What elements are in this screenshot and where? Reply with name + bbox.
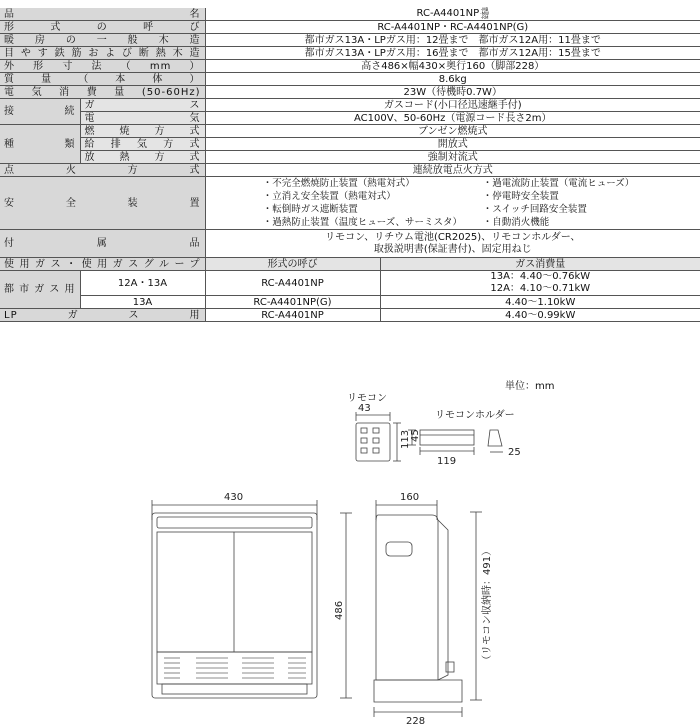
dim-remote-width: 43 [358,403,371,414]
row-heating [0,34,700,47]
label-lp-gas: LPガス用 [0,309,205,322]
row-type-heat [0,151,700,164]
row-name [0,8,700,21]
spec-table [0,8,700,322]
label-dims: 外形寸法（mm） [0,60,205,73]
value-mass: 8.6kg [205,73,700,86]
suffix-mw: -MW [480,11,489,16]
accessories-line1: リモコン、リチウム電池(CR2025)、リモコンホルダー、 [325,231,581,243]
heater-foot-drawing [374,680,462,702]
value-exh: 開放式 [205,138,700,151]
label-gas-group: 使用ガス・使用ガスグループ [0,258,205,271]
header-consumption: ガス消費量 [380,258,700,271]
model-13a: RC-A4401NP(G) [205,296,380,309]
safety-item: ・スイッチ回路安全装置 [482,204,587,215]
row-ignition [0,164,700,177]
row-model [0,21,700,34]
dim-body-width: 430 [224,492,244,503]
heater-side-drawing [376,515,438,680]
label-comb: 燃焼方式 [80,125,205,138]
row-lp [0,309,700,322]
label-model: 形式の呼び [0,21,205,34]
label-power: 電気消費量(50-60Hz) [0,86,205,99]
row-accessories [0,230,700,258]
value-guide: 都市ガス13A・LPガス用：16畳まで 都市ガス12A用：15畳まで [205,47,700,60]
value-heat: 強制対流式 [205,151,700,164]
row-city-1 [0,271,700,296]
model-12a-13a: RC-A4401NP [205,271,380,296]
unit-label: 単位：mm [505,381,555,392]
dim-remote-stored: （リモコン収納時：491） [482,545,493,665]
row-gas-header [0,258,700,271]
row-guide [0,47,700,60]
label-name: 品名 [0,8,205,21]
dim-foot-depth: 228 [406,716,426,726]
row-conn-elec [0,112,700,125]
safety-item: ・転倒時ガス遮断装置 [262,204,358,215]
safety-item: ・過電流防止装置（電流ヒューズ） [482,178,635,189]
safety-list [210,177,697,229]
safety-item: ・立消え安全装置（熱電対式） [262,191,396,202]
accessories-line2: 取扱説明書(保証書付)、固定用ねじ [373,243,532,255]
row-type-exh [0,138,700,151]
value-ignition: 連続放電点火方式 [205,164,700,177]
dim-body-depth: 160 [400,492,420,503]
label-exh: 給排気方式 [80,138,205,151]
holder-drawing [420,430,474,445]
dim-body-height: 486 [334,600,345,620]
remote-label: リモコン [347,393,387,404]
row-type-comb [0,125,700,138]
dim-remote-height: 113 [400,429,411,449]
safety-item: ・過熱防止装置（温度ヒューズ、サーミスタ） [262,217,463,228]
row-power [0,86,700,99]
value-model: RC-A4401NP・RC-A4401NP(G) [205,21,700,34]
value-name: RC-A4401NP [416,8,480,19]
suffix-mb: -MB [480,7,489,12]
label-city-gas: 都市ガス用 [0,271,80,309]
row-conn-gas [0,99,700,112]
row-dims [0,60,700,73]
dim-holder-height: 45 [410,429,421,442]
label-heating: 暖房の一般木造 [0,34,205,47]
value-comb: ブンゼン燃焼式 [205,125,700,138]
label-type: 種類 [0,125,80,164]
consumption-lp: 4.40～0.99kW [380,309,700,322]
label-accessories: 付属品 [0,230,205,258]
suffix-rm: -RM [480,15,489,20]
value-conn-gas: ガスコード(小口径迅速継手付) [205,99,700,112]
value-heating: 都市ガス13A・LPガス用：12畳まで 都市ガス12A用：11畳まで [205,34,700,47]
row-safety [0,177,700,230]
value-power: 23W（待機時0.7W） [205,86,700,99]
row-city-2 [0,296,700,309]
safety-item: ・不完全燃焼防止装置（熱電対式） [262,178,415,189]
model-lp: RC-A4401NP [205,309,380,322]
dimension-drawing [0,380,700,726]
label-ignition: 点火方式 [0,164,205,177]
label-conn-gas: ガス [80,99,205,112]
label-safety: 安全装置 [0,177,205,230]
group-13a: 13A [80,296,205,309]
label-guide: 目やす鉄筋および断熱木造 [0,47,205,60]
label-conn: 接続 [0,99,80,125]
holder-label: リモコンホルダー [435,410,515,421]
consumption-13a-g: 4.40～1.10kW [380,296,700,309]
value-conn-elec: AC100V、50-60Hz（電源コード長さ2m） [205,112,700,125]
holder-side-drawing [488,430,502,446]
dim-holder-depth: 25 [508,447,521,458]
row-mass [0,73,700,86]
dim-holder-width: 119 [437,456,457,467]
label-heat: 放熱方式 [80,151,205,164]
safety-item: ・自動消火機能 [482,217,550,228]
consumption-12a: 12A：4.10～0.71kW [490,283,591,294]
group-12a-13a: 12A・13A [80,271,205,296]
safety-item: ・停電時安全装置 [482,191,559,202]
label-mass: 質量（本体） [0,73,205,86]
heater-front-drawing [152,513,317,698]
label-conn-elec: 電気 [80,112,205,125]
value-dims: 高さ486×幅430×奥行160（脚部228） [205,60,700,73]
consumption-13a: 13A：4.40～0.76kW [490,271,591,282]
header-model: 形式の呼び [205,258,380,271]
